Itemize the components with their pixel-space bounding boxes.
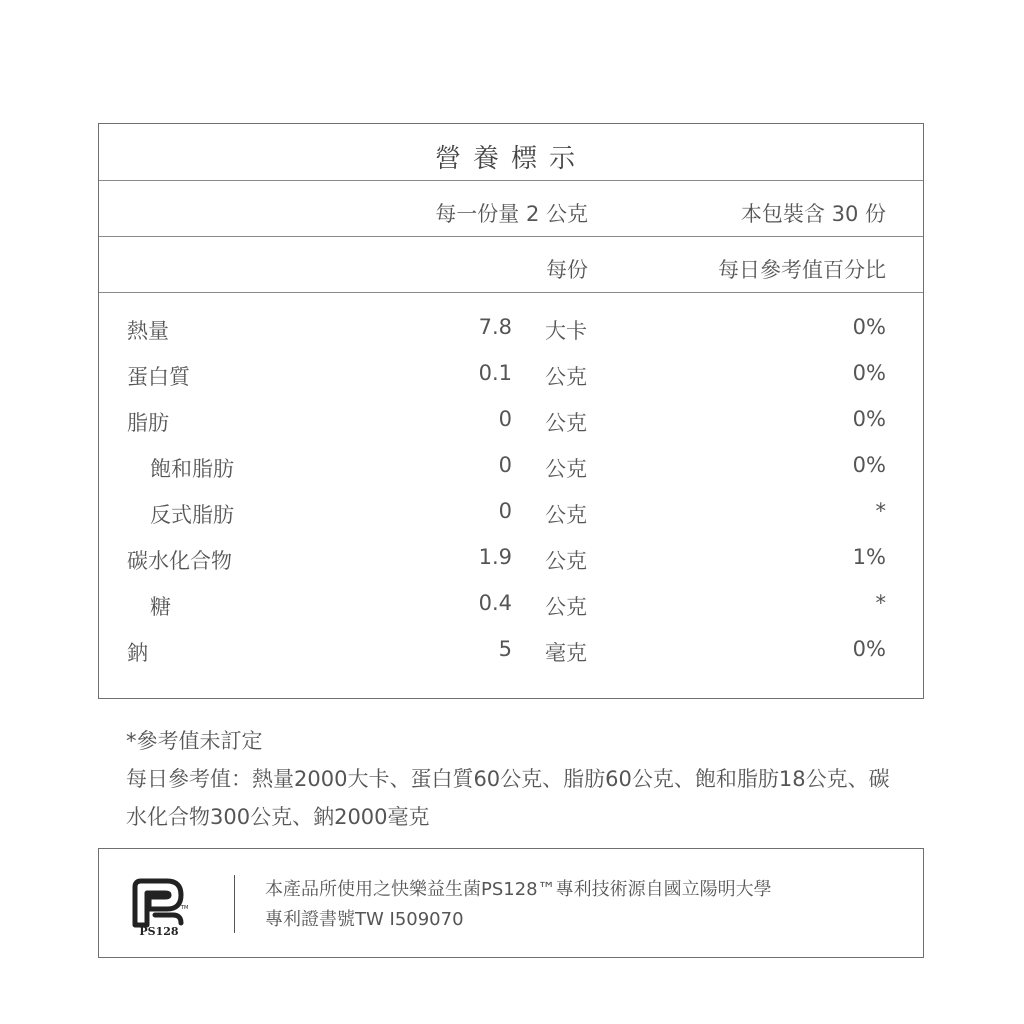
nutrient-row-fat (99, 407, 923, 453)
nutrient-amount: 1.9 (478, 545, 512, 569)
nutrient-amount: 0.1 (478, 361, 512, 385)
nutrient-name: 反式脂肪 (150, 503, 234, 527)
panel-title: 營養標示 (434, 144, 587, 174)
nutrient-unit: 大卡 (545, 319, 587, 343)
nutrient-row-saturated-fat (99, 453, 923, 499)
patent-text (265, 875, 772, 935)
nutrient-row-calories (99, 315, 923, 361)
nutrient-row-sodium (99, 637, 923, 683)
patent-panel (98, 848, 924, 958)
nutrient-daily-pct: 1% (852, 545, 886, 569)
nutrient-name: 脂肪 (127, 411, 169, 435)
nutrient-unit: 公克 (545, 365, 587, 389)
divider (99, 292, 923, 293)
nutrient-row-trans-fat (99, 499, 923, 545)
divider (99, 180, 923, 181)
nutrient-daily-pct: * (875, 499, 886, 523)
patent-line-2: 專利證書號TW I509070 (265, 909, 464, 930)
nutrient-name: 鈉 (127, 641, 148, 665)
footnote-undefined: *參考值未訂定 (126, 729, 263, 753)
nutrient-amount: 7.8 (478, 315, 512, 339)
nutrient-unit: 公克 (545, 503, 587, 527)
nutrient-name: 碳水化合物 (127, 549, 232, 573)
nutrition-facts-panel (98, 123, 924, 699)
nutrient-unit: 毫克 (545, 641, 587, 665)
nutrient-name: 糖 (150, 595, 171, 619)
nutrient-daily-pct: * (875, 591, 886, 615)
footnotes (126, 722, 926, 836)
patent-line-1: 本產品所使用之快樂益生菌PS128™專利技術源自國立陽明大學 (265, 879, 772, 900)
nutrient-amount: 0.4 (478, 591, 512, 615)
vertical-divider (234, 875, 235, 933)
serving-size: 每一份量 2 公克 (435, 202, 588, 226)
nutrient-amount: 0 (498, 499, 512, 523)
footnote-daily-values-cont: 水化合物300公克、鈉2000毫克 (126, 805, 430, 829)
nutrient-name: 熱量 (127, 319, 169, 343)
nutrient-name: 飽和脂肪 (150, 457, 234, 481)
nutrient-unit: 公克 (545, 595, 587, 619)
nutrient-unit: 公克 (545, 457, 587, 481)
nutrient-daily-pct: 0% (852, 453, 886, 477)
nutrient-amount: 5 (498, 637, 512, 661)
footnote-daily-values: 每日參考值：熱量2000大卡、蛋白質60公克、脂肪60公克、飽和脂肪18公克、碳 (126, 767, 890, 791)
ps128-logo-text: PS128 (139, 925, 179, 937)
nutrient-unit: 公克 (545, 411, 587, 435)
nutrient-amount: 0 (498, 407, 512, 431)
ps128-logo-tm: TM (181, 905, 189, 911)
nutrient-row-protein (99, 361, 923, 407)
nutrient-daily-pct: 0% (852, 637, 886, 661)
nutrient-row-carbohydrate (99, 545, 923, 591)
nutrient-row-sugar (99, 591, 923, 637)
nutrient-daily-pct: 0% (852, 315, 886, 339)
per-serving-header: 每份 (546, 258, 588, 282)
nutrient-amount: 0 (498, 453, 512, 477)
nutrient-daily-pct: 0% (852, 361, 886, 385)
nutrient-unit: 公克 (545, 549, 587, 573)
servings-per-package: 本包裝含 30 份 (740, 202, 886, 226)
nutrient-daily-pct: 0% (852, 407, 886, 431)
ps128-logo-icon (129, 875, 189, 937)
nutrient-name: 蛋白質 (127, 365, 190, 389)
divider (99, 236, 923, 237)
daily-value-header: 每日參考值百分比 (718, 258, 886, 282)
